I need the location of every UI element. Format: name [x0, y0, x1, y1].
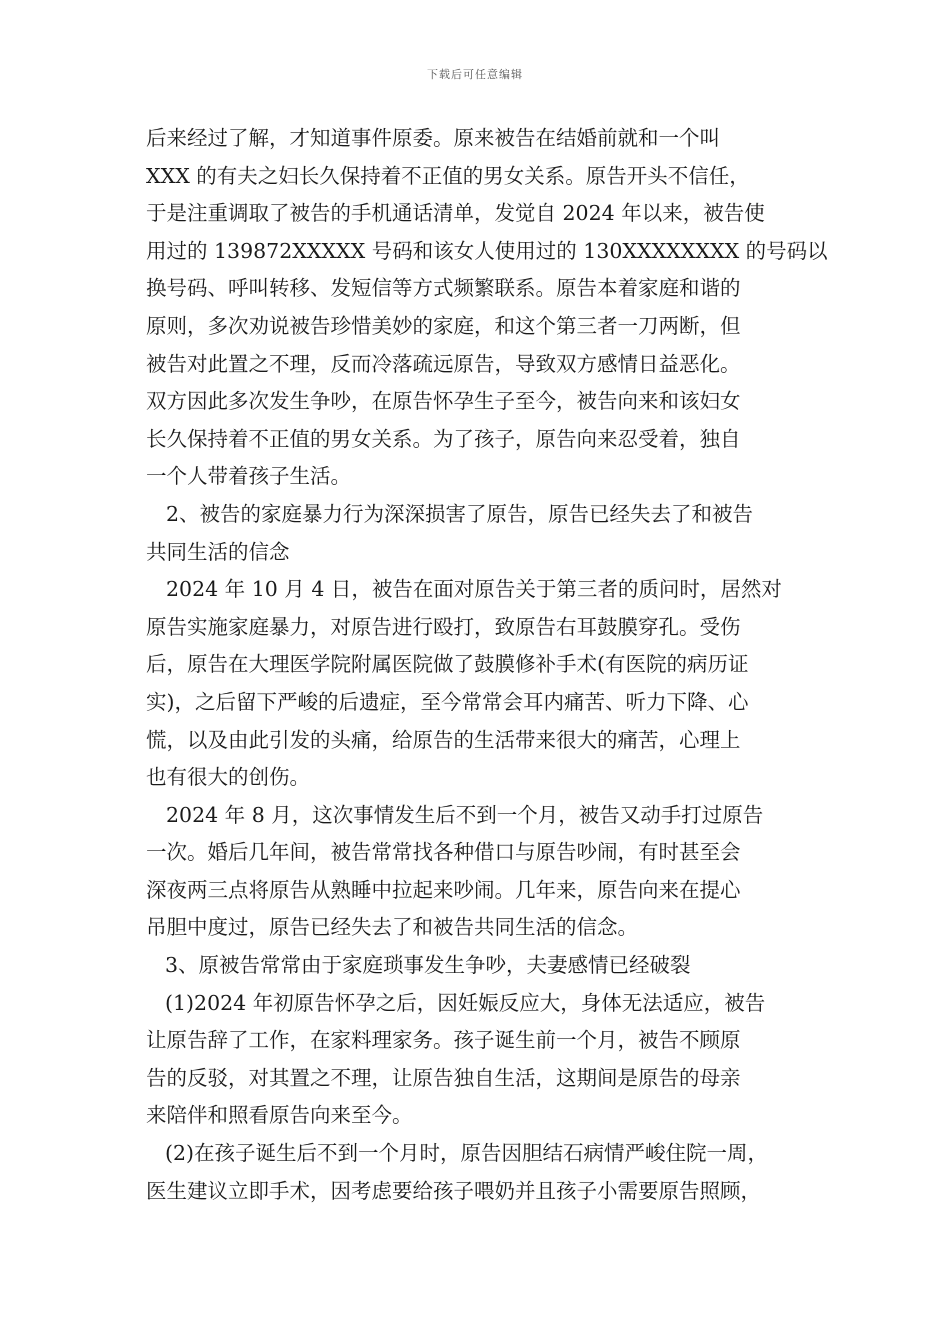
- text-line: 一个人带着孩子生活。: [146, 464, 351, 489]
- text-line: 共同生活的信念: [146, 539, 290, 564]
- text-line: XXX 的有夫之妇长久保持着不正值的男女关系。原告开头不信任，: [146, 163, 750, 188]
- text-line: 3、原被告常常由于家庭琐事发生争吵，夫妻感情已经破裂: [165, 953, 691, 978]
- text-line: 医生建议立即手术，因考虑要给孩子喂奶并且孩子小需要原告照顾，: [146, 1178, 761, 1203]
- text-line: 慌，以及由此引发的头痛，给原告的生活带来很大的痛苦，心理上: [146, 727, 741, 752]
- text-line: 于是注重调取了被告的手机通话清单，发觉自 2024 年以来，被告使: [146, 201, 765, 226]
- text-line: 双方因此多次发生争吵，在原告怀孕生子至今，被告向来和该妇女: [146, 389, 741, 414]
- text-line: 原则，多次劝说被告珍惜美妙的家庭，和这个第三者一刀两断，但: [146, 313, 741, 338]
- page-header: 下载后可任意编辑: [427, 68, 523, 81]
- text-line: (2)在孩子诞生后不到一个月时，原告因胆结石病情严峻住院一周，: [165, 1141, 769, 1166]
- text-line: 吊胆中度过，原告已经失去了和被告共同生活的信念。: [146, 915, 638, 940]
- text-line: 深夜两三点将原告从熟睡中拉起来吵闹。几年来，原告向来在提心: [146, 877, 741, 902]
- paragraph-item-1: [146, 985, 806, 1135]
- section-heading-2: [146, 496, 806, 571]
- paragraph-violence: [146, 571, 806, 797]
- text-line: 实)，之后留下严峻的后遗症，至今常常会耳内痛苦、听力下降、心: [146, 689, 749, 714]
- text-line: 2、被告的家庭暴力行为深深损害了原告，原告已经失去了和被告: [166, 501, 754, 526]
- text-line: 被告对此置之不理，反而冷落疏远原告，导致双方感情日益恶化。: [146, 351, 741, 376]
- text-line: 换号码、呼叫转移、发短信等方式频繁联系。原告本着家庭和谐的: [146, 276, 741, 301]
- text-line: 长久保持着不正值的男女关系。为了孩子，原告向来忍受着，独自: [146, 426, 741, 451]
- paragraph-second-incident: [146, 797, 806, 947]
- text-line: 2024 年 8 月，这次事情发生后不到一个月，被告又动手打过原告: [166, 802, 764, 827]
- text-line: 后，原告在大理医学院附属医院做了鼓膜修补手术(有医院的病历证: [146, 652, 749, 677]
- text-line: 后来经过了解，才知道事件原委。原来被告在结婚前就和一个叫: [146, 126, 720, 150]
- text-line: 用过的 139872XXXXX 号码和该女人使用过的 130XXXXXXXX 的号码以: [146, 238, 828, 263]
- text-line: 告的反驳，对其置之不理，让原告独自生活，这期间是原告的母亲: [146, 1065, 741, 1090]
- paragraph-item-2: [146, 1135, 806, 1210]
- paragraph-affair: [146, 120, 828, 496]
- text-line: 来陪伴和照看原告向来至今。: [146, 1103, 413, 1128]
- text-line: 让原告辞了工作，在家料理家务。孩子诞生前一个月，被告不顾原: [146, 1028, 741, 1053]
- document-body: [146, 120, 828, 1210]
- text-line: 也有很大的创伤。: [146, 765, 310, 790]
- text-line: 2024 年 10 月 4 日，被告在面对原告关于第三者的质问时，居然对: [166, 577, 782, 602]
- section-heading-3: [146, 947, 806, 985]
- text-line: 一次。婚后几年间，被告常常找各种借口与原告吵闹，有时甚至会: [146, 840, 741, 865]
- text-line: (1)2024 年初原告怀孕之后，因妊娠反应大，身体无法适应，被告: [165, 990, 766, 1015]
- text-line: 原告实施家庭暴力，对原告进行殴打，致原告右耳鼓膜穿孔。受伤: [146, 614, 741, 639]
